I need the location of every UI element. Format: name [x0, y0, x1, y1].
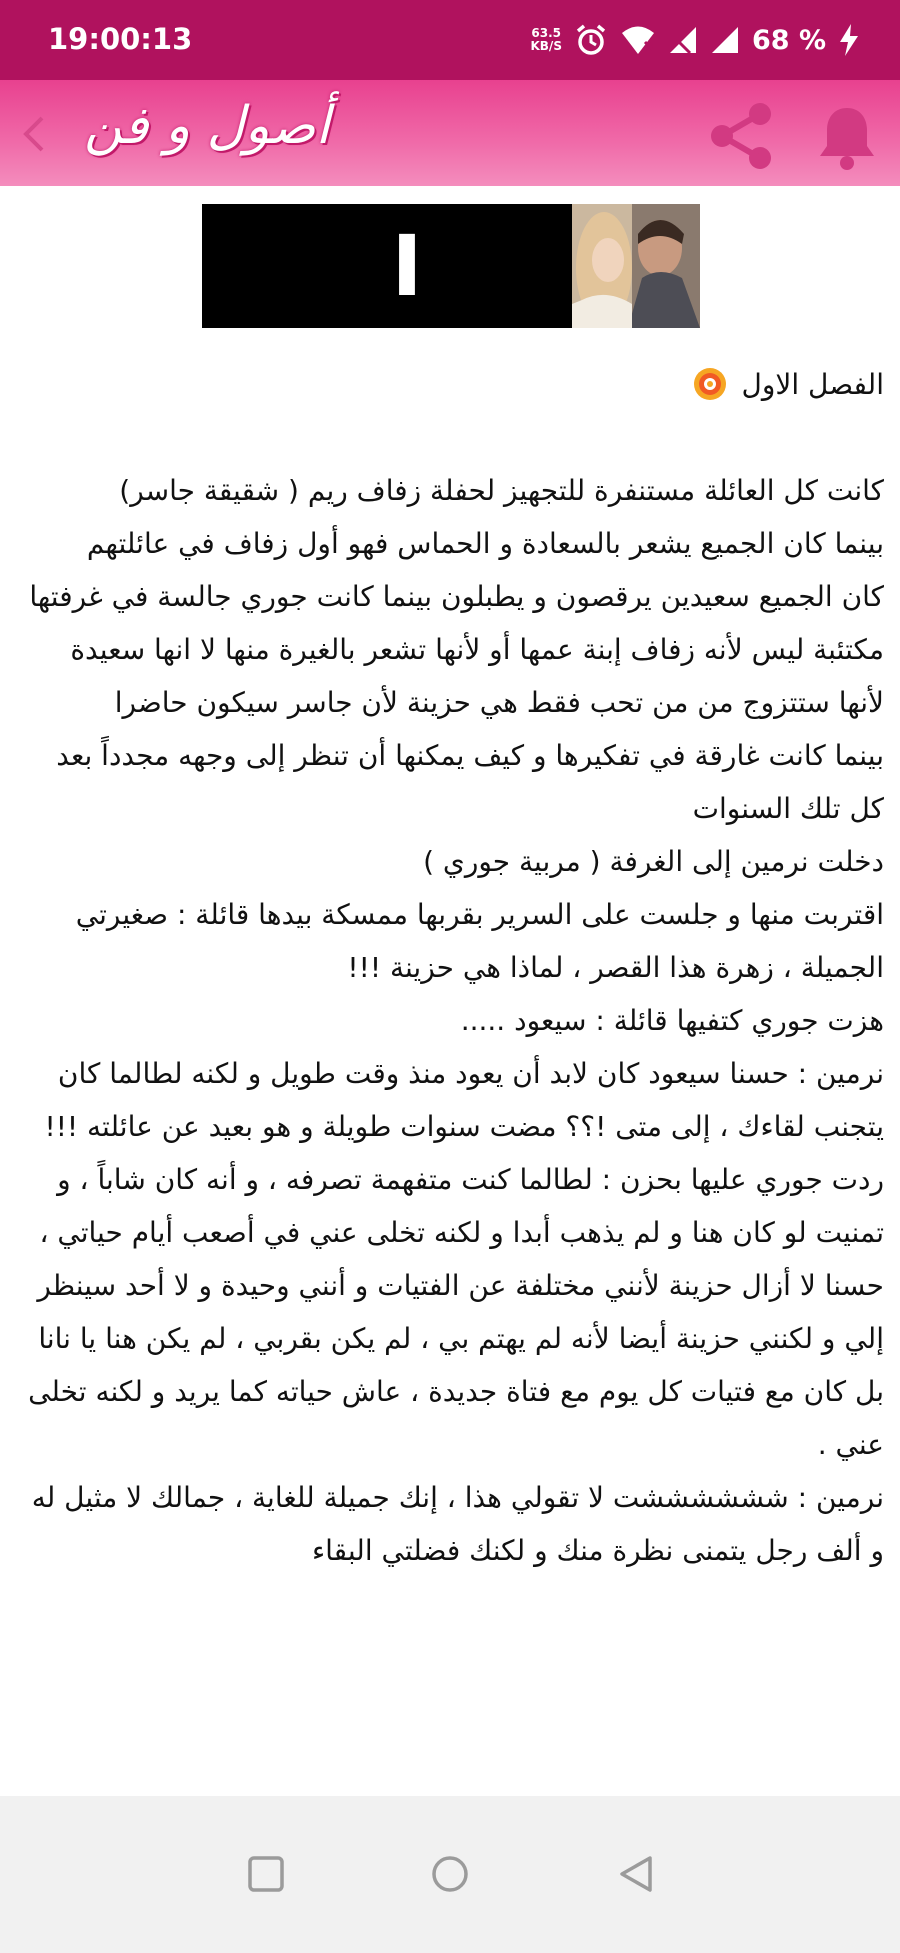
- alarm-icon: [574, 23, 608, 57]
- wifi-icon: [620, 24, 656, 56]
- charging-icon: [838, 23, 860, 57]
- app-logo-text: أصول و فن: [84, 96, 330, 156]
- story-paragraph: بينما كانت غارقة في تفكيرها و كيف يمكنها أن تنظر إلى وجهه مجدداً بعد كل تلك السنوات: [56, 739, 884, 825]
- story-content: [20, 356, 884, 1577]
- app-bar: [0, 80, 900, 186]
- status-bar: [0, 0, 900, 80]
- story-paragraph: نرمين : ششششششت لا تقولي هذا ، إنك جميلة للغاية ، جمالك لا مثيل له و ألف رجل يتمنى نظرة منك و لكنك فضلتي البقاء: [31, 1481, 884, 1567]
- status-time: 19:00:13: [48, 22, 193, 56]
- network-speed-unit: KB/S: [530, 39, 562, 53]
- banner-chapter-number: I: [391, 217, 423, 315]
- battery-level: 68 %: [751, 24, 826, 56]
- back-icon[interactable]: [606, 1844, 666, 1904]
- story-paragraph: نرمين : حسنا سيعود كان لابد أن يعود منذ وقت طويل و لكنه لطالما كان يتجنب لقاءك ، إلى متى !؟؟ مضت سنوات طويلة و هو بعيد عن عائلته !!!: [44, 1057, 884, 1143]
- status-icons: [530, 18, 860, 62]
- system-nav-bar: [0, 1796, 900, 1953]
- story-paragraph: كانت كل العائلة مستنفرة للتجهيز لحفلة زفاف ريم ( شقيقة جاسر): [119, 474, 884, 507]
- app-logo: [72, 88, 342, 180]
- chapter-title: الفصل الاول: [741, 367, 884, 401]
- signal-icon-2: [710, 25, 740, 55]
- chapter-banner: [202, 204, 700, 328]
- spacer: [20, 412, 884, 464]
- recent-apps-icon[interactable]: [236, 1844, 296, 1904]
- share-icon[interactable]: [702, 96, 782, 176]
- home-icon[interactable]: [420, 1844, 480, 1904]
- flower-icon: [692, 366, 728, 402]
- story-paragraph: بينما كان الجميع يشعر بالسعادة و الحماس فهو أول زفاف في عائلتهم: [86, 527, 884, 560]
- network-speed: [530, 27, 561, 53]
- story-paragraph: حسنا لا أزال حزينة لأنني مختلفة عن الفتيات و أنني وحيدة و لا أحد سينظر إلي و لكنني حزينة أيضا لأنه لم يهتم بي ، لم يكن بقربي ، لم يكن هنا يا نانا بل كان مع فتيات كل يوم مع فتاة جديدة ، عاش حياته كما يريد و لكنه تخلى عني .: [28, 1269, 884, 1461]
- chapter-title-row: [20, 356, 884, 412]
- network-speed-value: 63.5: [531, 26, 562, 40]
- signal-icon-1: [668, 25, 698, 55]
- couple-photo: [572, 204, 700, 328]
- back-arrow-icon[interactable]: [14, 110, 54, 158]
- story-paragraph: كان الجميع سعيدين يرقصون و يطبلون بينما كانت جوري جالسة في غرفتها مكتئبة ليس لأنه زفاف إبنة عمها أو لأنها تشعر بالغيرة منها لا انها سعيدة لأنها ستتزوج من من تحب فقط هي حزينة لأن جاسر سيكون حاضرا: [29, 580, 884, 719]
- story-paragraph: دخلت نرمين إلى الغرفة ( مربية جوري ): [423, 845, 884, 878]
- story-paragraph: اقتربت منها و جلست على السرير بقربها ممسكة بيدها قائلة : صغيرتي الجميلة ، زهرة هذا القصر ، لماذا هي حزينة !!!: [75, 898, 884, 984]
- bell-icon[interactable]: [812, 102, 882, 172]
- story-paragraph: هزت جوري كتفيها قائلة : سيعود .....: [460, 1004, 884, 1037]
- story-paragraph: ردت جوري عليها بحزن : لطالما كنت متفهمة تصرفه ، و أنه كان شاباً ، و تمنيت لو كان هنا و لم يذهب أبدا و لكنه تخلى عني في أصعب أيام حياتي ،: [39, 1163, 884, 1249]
